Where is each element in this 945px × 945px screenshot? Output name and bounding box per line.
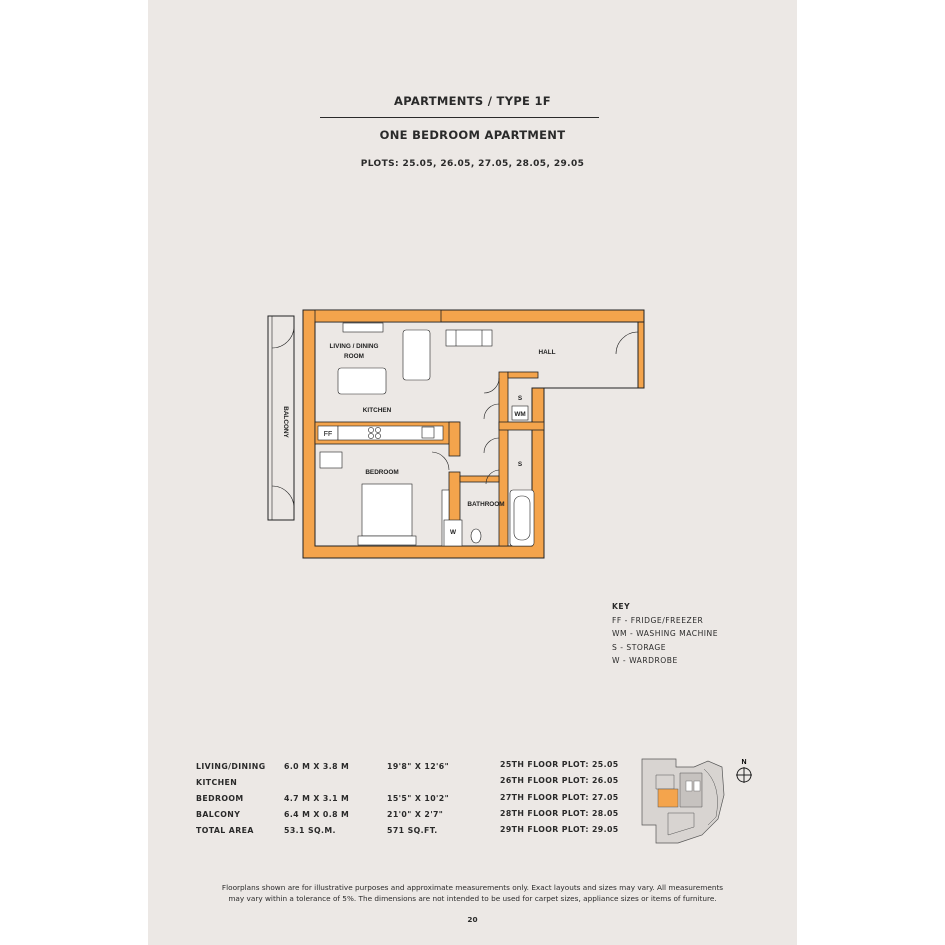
page-title: APARTMENTS / TYPE 1F	[394, 94, 551, 108]
key-item: FF - FRIDGE/FREEZER	[612, 615, 704, 625]
list-item: 27TH FLOOR PLOT: 27.05	[500, 792, 619, 802]
floor-plot-list	[500, 759, 619, 840]
plots-list: PLOTS: 25.05, 26.05, 27.05, 28.05, 29.05	[360, 159, 585, 169]
page-subtitle: ONE BEDROOM APARTMENT	[379, 128, 566, 142]
fridge-freezer-label: FF	[323, 431, 333, 438]
bathtub	[510, 490, 534, 546]
tv-unit	[343, 323, 383, 332]
building-key-plan	[638, 755, 758, 847]
list-item: 26TH FLOOR PLOT: 26.05	[500, 776, 619, 786]
washing-machine-label: WM	[514, 411, 526, 418]
list-item: 25TH FLOOR PLOT: 25.05	[500, 760, 619, 769]
table-row: BALCONY 6.4 M X 0.8 M 21'0" X 2'7"	[196, 809, 444, 819]
hall-label: HALL	[538, 349, 556, 356]
dimensions-table	[196, 759, 449, 838]
list-item: 29TH FLOOR PLOT: 29.05	[500, 825, 619, 835]
key-item: W - WARDROBE	[612, 656, 678, 666]
key-item: S - STORAGE	[612, 642, 667, 652]
key-item: WM - WASHING MACHINE	[612, 629, 719, 639]
storage-label-2: S	[517, 461, 523, 468]
bathroom-label: BATHROOM	[467, 501, 505, 508]
wardrobe-label: W	[449, 529, 457, 536]
floor-plan	[258, 302, 658, 564]
living-room-label-1: LIVING / DINING	[329, 343, 379, 350]
north-compass-icon	[736, 759, 752, 783]
storage-label-1: S	[517, 395, 523, 402]
list-item: 28TH FLOOR PLOT: 28.05	[500, 808, 619, 818]
table-row: TOTAL AREA 53.1 SQ.M. 571 SQ.FT.	[196, 825, 438, 835]
living-room-label-2: ROOM	[344, 353, 364, 360]
table-row: LIVING/DINING 6.0 M X 3.8 M 19'8" X 12'6"	[196, 762, 450, 772]
disclaimer: Floorplans shown are for illustrative purposes and approximate measurements only. Exact layouts and sizes may vary. All measurements may vary within a tolerance of 5%. The dimensions are not intended to be used for carpet sizes, appliance sizes or items of furniture.	[221, 883, 724, 903]
bedroom-label: BEDROOM	[365, 469, 399, 476]
kitchen-label: KITCHEN	[362, 407, 392, 414]
highlighted-plot	[658, 789, 678, 807]
bed	[362, 484, 412, 536]
title-divider	[320, 117, 599, 118]
north-label: N	[741, 759, 747, 766]
table-row: KITCHEN	[196, 778, 238, 788]
page-number: 20	[467, 915, 478, 924]
balcony-label: BALCONY	[282, 406, 289, 438]
table-row: BEDROOM 4.7 M X 3.1 M 15'5" X 10'2"	[196, 793, 450, 803]
key-heading: KEY	[612, 602, 631, 611]
plan-key	[612, 600, 718, 668]
